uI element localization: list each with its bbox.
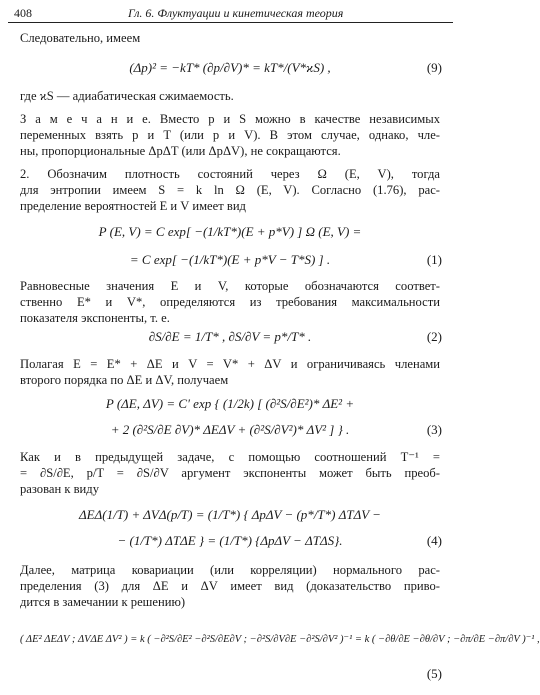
text-line: пределение вероятностей E и V имеет вид <box>20 199 246 213</box>
page-header <box>8 4 453 23</box>
text-line: Полагая E = E* + ΔE и V = V* + ΔV и ограничиваясь членами <box>20 357 440 371</box>
equation-number: (9) <box>426 60 442 75</box>
equation-9 <box>20 58 440 78</box>
text-line: дится в замечании к решению) <box>20 595 186 609</box>
equation-1-line-b <box>20 250 440 270</box>
text-line: Равновесные значения E и V, которые обозначаются соответ- <box>20 279 440 293</box>
equation-number: (3) <box>426 422 442 437</box>
text-line: пределения (3) для ΔE и ΔV имеет вид (доказательство приво- <box>20 579 440 593</box>
equation-number: (1) <box>426 252 442 267</box>
text-line: ственно E* и V*, определяются из требования максимальности <box>20 295 440 309</box>
equation-body: ( ΔE² ΔEΔV ; ΔVΔE ΔV² ) = k ( −∂²S/∂E² −∂²S/∂E∂V ; −∂²S/∂V∂E −∂²S/∂V² )⁻¹ = k ( −∂θ/∂E −∂θ/∂V ; −∂π/∂E −∂π/∂V )⁻¹ , <box>20 634 540 645</box>
equation-3-line-a <box>20 394 440 414</box>
text-line: переменных взять p и T (или p и V). В этом случае, однако, чле- <box>20 128 440 142</box>
text-line: З а м е ч а н и е. Вместо p и S можно в качестве независимых <box>20 112 440 126</box>
text-line: второго порядка по ΔE и ΔV, получаем <box>20 373 229 387</box>
text-line: ны, пропорциональные ΔpΔT (или ΔpΔV), не сокращаются. <box>20 144 341 158</box>
equation-5 <box>20 630 540 650</box>
equation-4-line-a <box>20 505 440 525</box>
text-line: 2. Обозначим плотность состояний через Ω (E, V), тогда <box>20 167 440 181</box>
equation-body: − (1/T*) ΔTΔE } = (1/T*) {ΔpΔV − ΔTΔS}. <box>117 533 343 548</box>
equation-body: ΔEΔ(1/T) + ΔVΔ(p/T) = (1/T*) { ΔpΔV − (p*/T*) ΔTΔV − <box>79 507 381 522</box>
equation-5-number-row <box>20 664 440 684</box>
equation-number: (5) <box>426 666 442 681</box>
equation-4-line-b <box>20 531 440 551</box>
text-line: Как и в предыдущей задаче, с помощью соотношений T⁻¹ = <box>20 450 440 464</box>
equation-3-line-b <box>20 420 440 440</box>
equation-body: + 2 (∂²S/∂E ∂V)* ΔEΔV + (∂²S/∂V²)* ΔV² ] } . <box>110 422 350 437</box>
equation-number: (2) <box>426 329 442 344</box>
equation-body: P (E, V) = C exp[ −(1/kT*)(E + p*V) ] Ω (E, V) = <box>98 224 362 239</box>
text-line: где ϰS — адиабатическая сжимаемость. <box>20 89 234 103</box>
equation-number: (4) <box>426 533 442 548</box>
text-line: Далее, матрица ковариации (или корреляции) нормального рас- <box>20 563 440 577</box>
page-number: 408 <box>14 6 32 20</box>
equation-body: P (ΔE, ΔV) = C′ exp { (1/2k) [ (∂²S/∂E²)* ΔE² + <box>105 396 355 411</box>
text-line: для энтропии имеем S = k ln Ω (E, V). Согласно (1.76), рас- <box>20 183 440 197</box>
equation-body: (Δp)² = −kT* (∂p/∂V)* = kT*/(V*ϰS) , <box>129 60 331 75</box>
equation-body: = C exp[ −(1/kT*)(E + p*V − T*S) ] . <box>129 252 331 267</box>
equation-1-line-a <box>20 222 440 242</box>
text-line: Следовательно, имеем <box>20 31 141 45</box>
running-title: Гл. 6. Флуктуации и кинетическая теория <box>128 6 344 20</box>
text-line: = ∂S/∂E, p/T = ∂S/∂V аргумент экспоненты может быть преоб- <box>20 466 440 480</box>
text-line: разован к виду <box>20 482 99 496</box>
equation-2 <box>20 327 440 347</box>
equation-body: ∂S/∂E = 1/T* , ∂S/∂V = p*/T* . <box>148 329 312 344</box>
text-line: показателя экспоненты, т. е. <box>20 311 170 325</box>
